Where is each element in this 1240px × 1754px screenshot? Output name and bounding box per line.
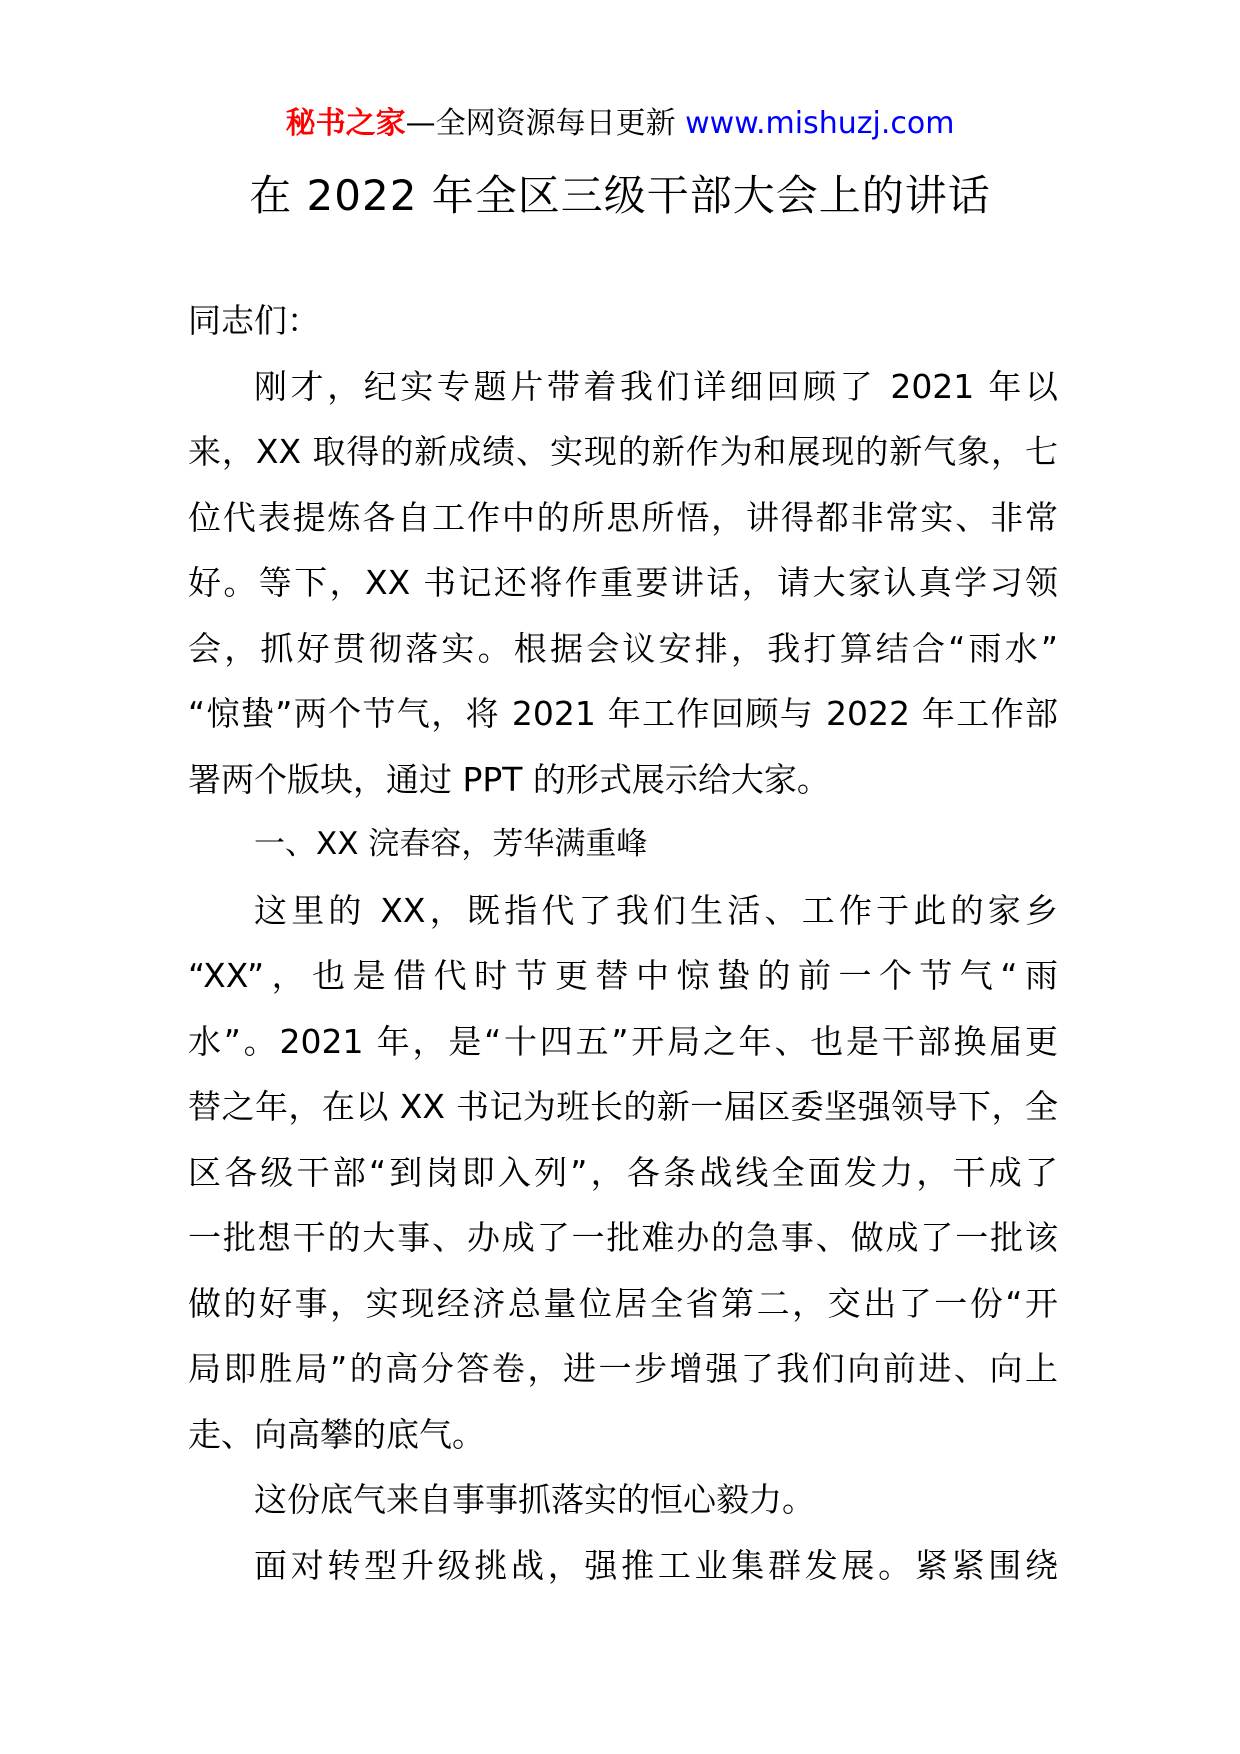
paragraph-line: 区各级干部“到岗即入列”，各条战线全面发力，干成了 <box>188 1152 1058 1192</box>
paragraph-line: 这份底气来自事事抓落实的恒心毅力。 <box>254 1480 815 1519</box>
paragraph-line: 刚才，纪实专题片带着我们详细回顾了 2021 年以 <box>254 366 1058 406</box>
site-url-link[interactable]: www.mishuzj.com <box>685 106 955 141</box>
section-heading: 一、XX 浣春容，芳华满重峰 <box>254 826 648 862</box>
paragraph-line: “惊蛰”两个节气，将 2021 年工作回顾与 2022 年工作部 <box>188 694 1058 733</box>
site-header <box>0 100 1240 148</box>
paragraph-line: 做的好事，实现经济总量位居全省第二，交出了一份“开 <box>188 1283 1058 1323</box>
salutation-line: 同志们： <box>188 301 320 340</box>
paragraph-line: 面对转型升级挑战，强推工业集群发展。紧紧围绕 <box>254 1545 1058 1585</box>
brand-name: 秘书之家 <box>285 106 406 141</box>
paragraph-line: “XX”，也是借代时节更替中惊蛰的前一个节气“雨 <box>188 956 1058 995</box>
paragraph-line: 走、向高攀的底气。 <box>188 1414 485 1454</box>
paragraph-line: 水”。2021 年，是“十四五”开局之年、也是干部换届更 <box>188 1021 1058 1061</box>
paragraph-line: 好。等下，XX 书记还将作重要讲话，请大家认真学习领 <box>188 563 1058 602</box>
document-body <box>188 288 1058 1598</box>
paragraph-line: 替之年，在以 XX 书记为班长的新一届区委坚强领导下，全 <box>188 1087 1058 1126</box>
paragraph-line: 会，抓好贯彻落实。根据会议安排，我打算结合“雨水” <box>188 628 1058 668</box>
paragraph-line: 署两个版块，通过 PPT 的形式展示给大家。 <box>188 759 830 799</box>
paragraph-line: 来，XX 取得的新成绩、实现的新作为和展现的新气象，七 <box>188 432 1058 471</box>
paragraph-line: 局即胜局”的高分答卷，进一步增强了我们向前进、向上 <box>188 1349 1058 1388</box>
paragraph-line: 一批想干的大事、办成了一批难办的急事、做成了一批该 <box>188 1218 1058 1257</box>
header-tagline: —全网资源每日更新 <box>405 106 686 141</box>
paragraph-line: 位代表提炼各自工作中的所思所悟，讲得都非常实、非常 <box>188 497 1058 537</box>
document-title: 在 2022 年全区三级干部大会上的讲话 <box>249 171 991 220</box>
paragraph-line: 这里的 XX，既指代了我们生活、工作于此的家乡 <box>254 890 1058 930</box>
